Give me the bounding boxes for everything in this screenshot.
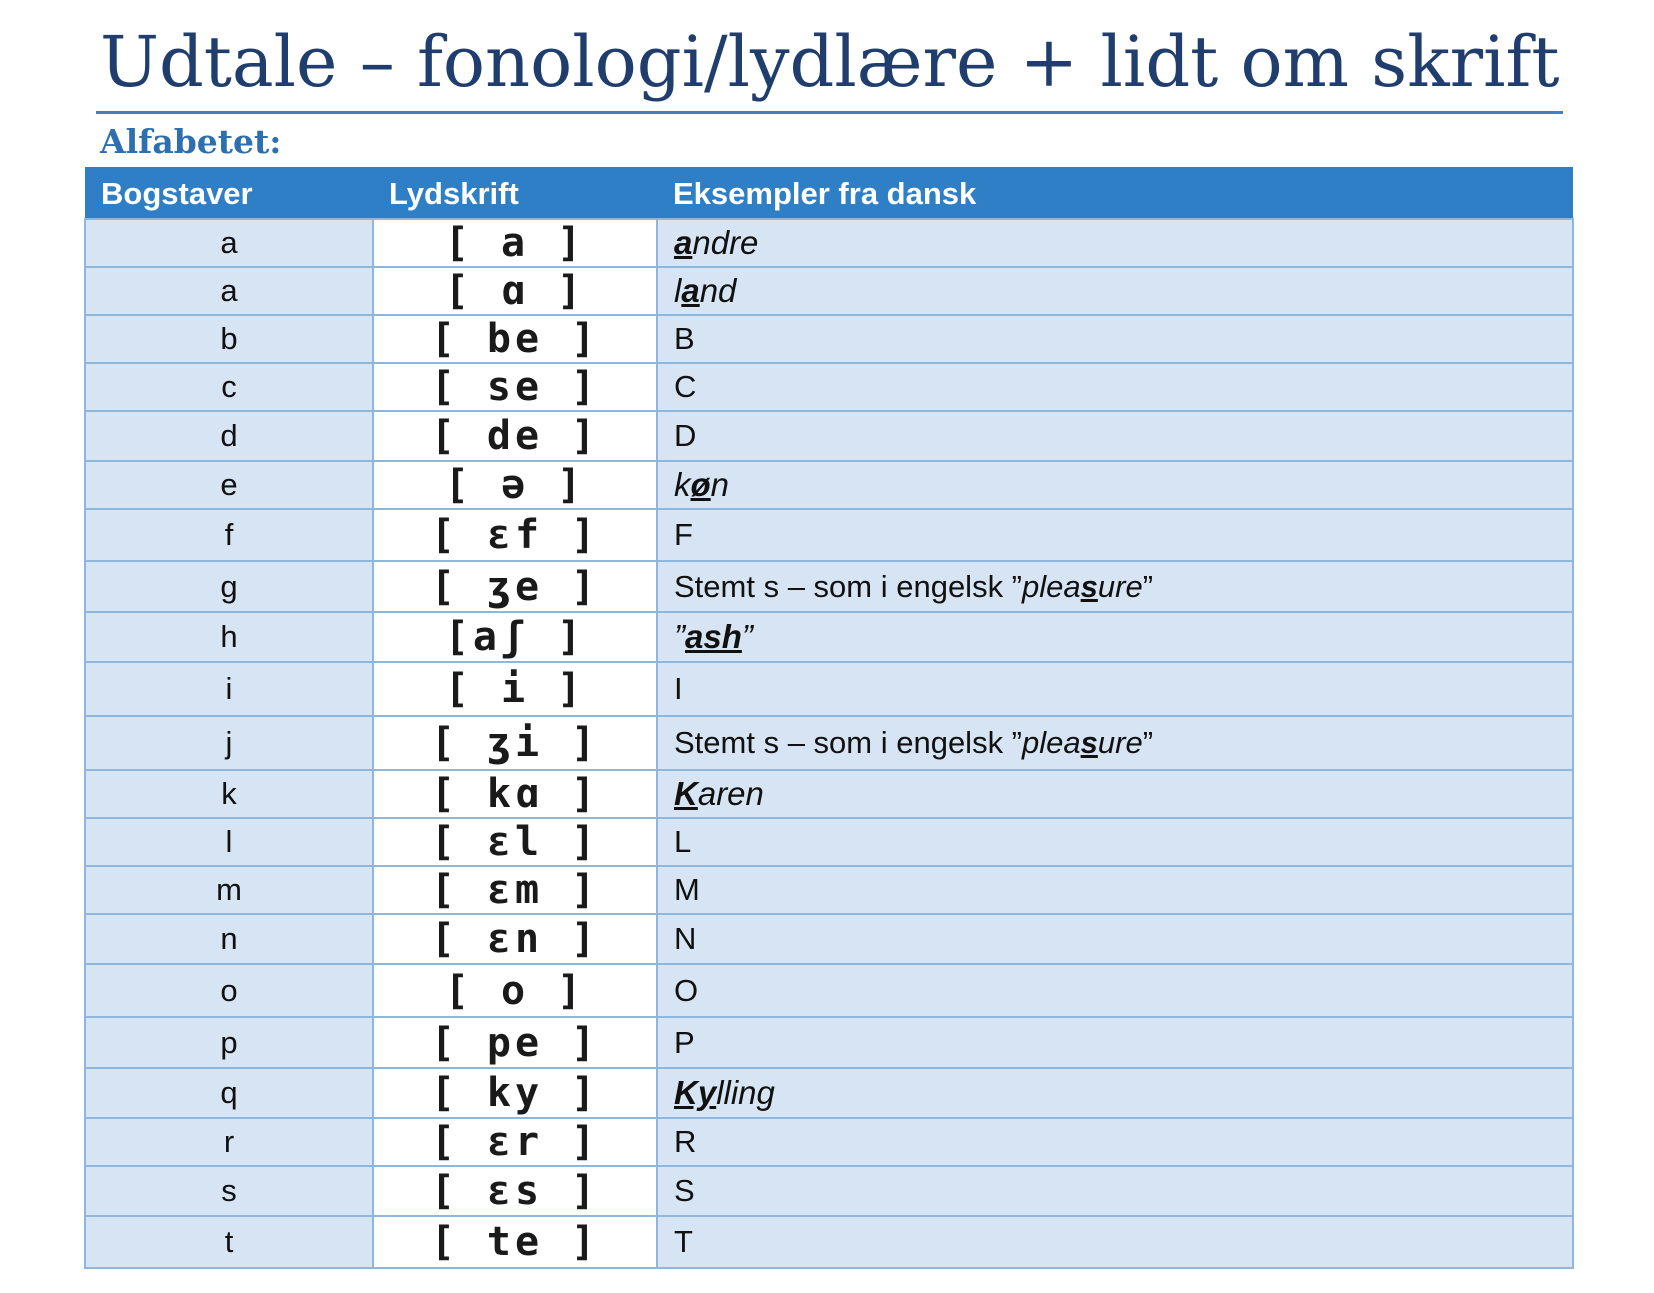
cell-phonetic: [ ɛn ]: [373, 914, 657, 964]
example-highlight: a: [674, 224, 693, 261]
example-highlight: K: [674, 775, 698, 812]
example-text: O: [674, 972, 699, 1008]
cell-example: [657, 267, 1573, 315]
cell-phonetic: [ ɛr ]: [373, 1118, 657, 1166]
title-divider: [96, 111, 1563, 114]
cell-letter: p: [85, 1017, 373, 1068]
table-row: [85, 1017, 1573, 1068]
cell-letter: e: [85, 461, 373, 509]
table-row: [85, 363, 1573, 411]
alphabet-table: [84, 167, 1574, 1269]
cell-phonetic: [ ɛs ]: [373, 1166, 657, 1216]
example-text: T: [674, 1224, 693, 1259]
cell-letter: c: [85, 363, 373, 411]
cell-example: [657, 1068, 1573, 1118]
cell-letter: j: [85, 716, 373, 770]
example-highlight: s: [1080, 725, 1098, 760]
cell-example: [657, 461, 1573, 509]
example-highlight: a: [681, 272, 700, 309]
example-word-start: plea: [1022, 725, 1081, 760]
cell-example: [657, 662, 1573, 716]
table-row: [85, 770, 1573, 818]
example-text: L: [674, 824, 692, 859]
example-word: [674, 272, 736, 309]
example-suffix: n: [710, 466, 730, 503]
cell-example: [657, 1166, 1573, 1216]
example-suffix: nd: [699, 272, 737, 309]
example-word: [674, 224, 758, 261]
cell-phonetic: [ ʒe ]: [373, 561, 657, 612]
example-suffix: ndre: [692, 224, 759, 261]
example-suffix: ”: [1142, 568, 1154, 604]
cell-phonetic: [ ky ]: [373, 1068, 657, 1118]
section-heading: Alfabetet:: [100, 122, 282, 161]
example-highlight: ø: [690, 466, 711, 503]
cell-example: [657, 363, 1573, 411]
cell-example: [657, 818, 1573, 866]
cell-example: [657, 866, 1573, 914]
example-word: [674, 1074, 775, 1111]
table-row: [85, 964, 1573, 1017]
cell-example: [657, 716, 1573, 770]
cell-example: [657, 770, 1573, 818]
cell-example: [657, 411, 1573, 461]
cell-example: [657, 509, 1573, 561]
cell-letter: s: [85, 1166, 373, 1216]
cell-phonetic: [ kɑ ]: [373, 770, 657, 818]
header-phonetic: Lydskrift: [373, 168, 657, 219]
example-text: N: [674, 921, 697, 956]
table-row: [85, 818, 1573, 866]
example-highlight: s: [1080, 568, 1098, 604]
cell-letter: a: [85, 267, 373, 315]
example-word: [674, 775, 764, 812]
table-row: [85, 662, 1573, 716]
page-title: Udtale – fonologi/lydlære + lidt om skrift: [100, 21, 1560, 103]
cell-phonetic: [ se ]: [373, 363, 657, 411]
table-row: [85, 461, 1573, 509]
example-word-start: plea: [1022, 568, 1081, 604]
cell-letter: k: [85, 770, 373, 818]
example-text: P: [674, 1024, 695, 1060]
cell-example: [657, 1118, 1573, 1166]
cell-example: [657, 612, 1573, 662]
cell-phonetic: [ a ]: [373, 219, 657, 267]
example-word-end: ure: [1097, 568, 1143, 604]
example-english-word: [1022, 725, 1143, 760]
example-suffix: lling: [716, 1074, 775, 1111]
cell-example: [657, 1017, 1573, 1068]
example-suffix: aren: [697, 775, 764, 812]
cell-phonetic: [ ɛm ]: [373, 866, 657, 914]
example-prefix: Stemt s – som i engelsk ”: [674, 725, 1023, 760]
example-suffix: ”: [1142, 725, 1154, 760]
table-row: [85, 716, 1573, 770]
cell-phonetic: [ ɛl ]: [373, 818, 657, 866]
table-row: [85, 866, 1573, 914]
table-row: [85, 561, 1573, 612]
example-sentence: [674, 725, 1153, 760]
cell-phonetic: [ o ]: [373, 964, 657, 1017]
cell-letter: d: [85, 411, 373, 461]
cell-phonetic: [ te ]: [373, 1216, 657, 1268]
example-suffix: ”: [741, 618, 753, 655]
table-row: [85, 914, 1573, 964]
cell-phonetic: [ ə ]: [373, 461, 657, 509]
cell-letter: o: [85, 964, 373, 1017]
header-letters: Bogstaver: [85, 168, 373, 219]
table-row: [85, 411, 1573, 461]
table-row: [85, 1118, 1573, 1166]
table-header-row: [85, 168, 1573, 219]
cell-phonetic: [ i ]: [373, 662, 657, 716]
example-prefix: ”: [674, 618, 685, 655]
cell-phonetic: [ ʒi ]: [373, 716, 657, 770]
cell-phonetic: [aʃ ]: [373, 612, 657, 662]
example-text: R: [674, 1124, 697, 1159]
table-row: [85, 1068, 1573, 1118]
cell-phonetic: [ ɛf ]: [373, 509, 657, 561]
cell-letter: r: [85, 1118, 373, 1166]
cell-example: [657, 1216, 1573, 1268]
cell-letter: a: [85, 219, 373, 267]
table-row: [85, 1166, 1573, 1216]
table-row: [85, 509, 1573, 561]
cell-example: [657, 964, 1573, 1017]
example-text: F: [674, 517, 693, 552]
cell-letter: b: [85, 315, 373, 363]
example-text: I: [674, 671, 683, 706]
table-row: [85, 267, 1573, 315]
table-row: [85, 219, 1573, 267]
cell-example: [657, 219, 1573, 267]
example-prefix: k: [674, 466, 691, 503]
cell-letter: t: [85, 1216, 373, 1268]
header-examples: Eksempler fra dansk: [657, 168, 1573, 219]
cell-phonetic: [ be ]: [373, 315, 657, 363]
cell-phonetic: [ pe ]: [373, 1017, 657, 1068]
cell-letter: q: [85, 1068, 373, 1118]
cell-example: [657, 315, 1573, 363]
example-text: S: [674, 1173, 695, 1208]
table-row: [85, 315, 1573, 363]
example-prefix: l: [674, 272, 682, 309]
cell-example: [657, 561, 1573, 612]
example-highlight: Ky: [674, 1074, 717, 1111]
example-highlight: ash: [685, 618, 742, 655]
example-prefix: Stemt s – som i engelsk ”: [674, 568, 1023, 604]
example-text: B: [674, 321, 695, 356]
cell-letter: n: [85, 914, 373, 964]
example-word-end: ure: [1097, 725, 1143, 760]
cell-phonetic: [ ɑ ]: [373, 267, 657, 315]
table-row: [85, 612, 1573, 662]
example-text: C: [674, 369, 697, 404]
cell-letter: h: [85, 612, 373, 662]
cell-letter: m: [85, 866, 373, 914]
example-word: [674, 618, 753, 655]
cell-example: [657, 914, 1573, 964]
cell-phonetic: [ de ]: [373, 411, 657, 461]
table-row: [85, 1216, 1573, 1268]
example-text: M: [674, 872, 700, 907]
cell-letter: f: [85, 509, 373, 561]
example-word: [674, 466, 729, 503]
cell-letter: g: [85, 561, 373, 612]
cell-letter: l: [85, 818, 373, 866]
example-english-word: [1022, 569, 1143, 604]
example-text: D: [674, 418, 697, 453]
cell-letter: i: [85, 662, 373, 716]
example-sentence: [674, 569, 1153, 604]
